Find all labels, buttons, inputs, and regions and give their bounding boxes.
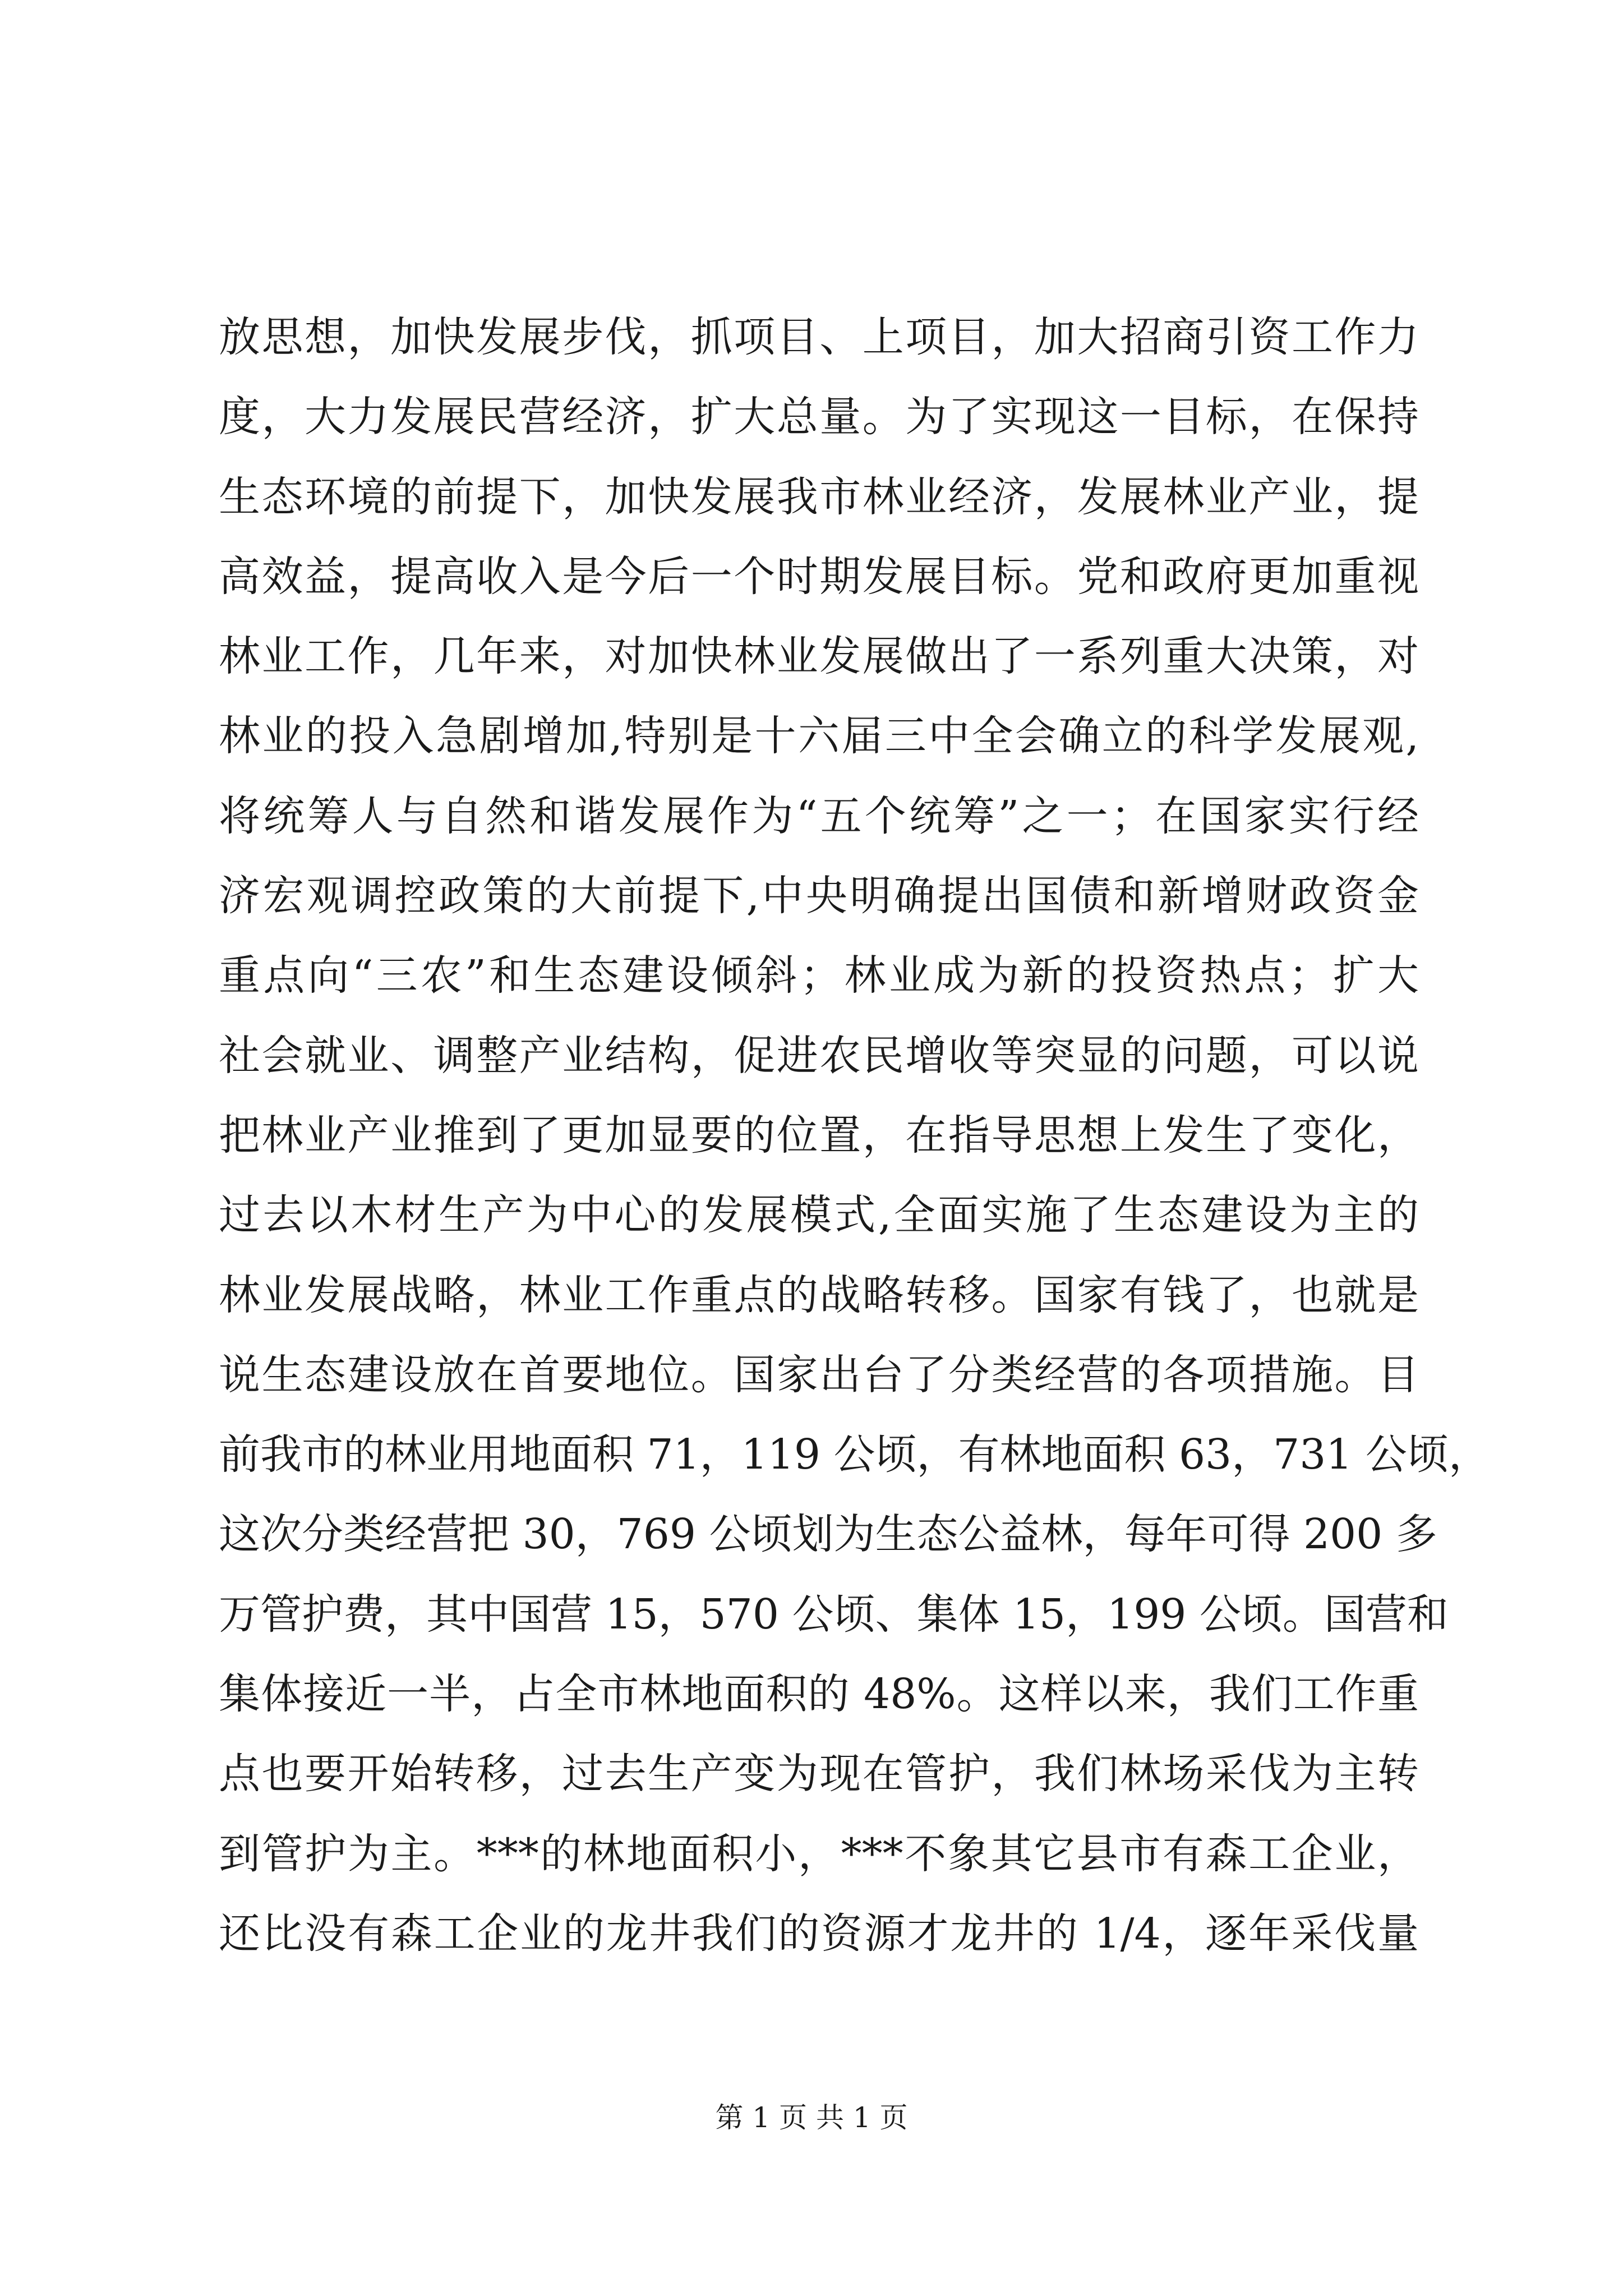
text-line: 林业的投入急剧增加,特别是十六届三中全会确立的科学发展观, [219, 712, 1419, 761]
text-line: 社会就业、调整产业结构，促进农民增收等突显的问题，可以说 [219, 1031, 1419, 1080]
text-line: 放思想，加快发展步伐，抓项目、上项目，加大招商引资工作力 [219, 313, 1419, 361]
text-line: 过去以木材生产为中心的发展模式,全面实施了生态建设为主的 [219, 1191, 1419, 1240]
text-line: 这次分类经营把 30，769 公顷划为生态公益林，每年可得 200 多 [219, 1510, 1437, 1559]
text-line: 万管护费，其中国营 15，570 公顷、集体 15，199 公顷。国营和 [219, 1590, 1449, 1639]
text-line: 生态环境的前提下，加快发展我市林业经济，发展林业产业，提 [219, 472, 1419, 521]
text-line: 林业工作，几年来，对加快林业发展做出了一系列重大决策，对 [219, 632, 1419, 681]
text-line: 济宏观调控政策的大前提下,中央明确提出国债和新增财政资金 [219, 872, 1419, 921]
body-text [219, 297, 1490, 1973]
text-line: 重点向“三农”和生态建设倾斜；林业成为新的投资热点；扩大 [219, 951, 1419, 1000]
text-line: 高效益，提高收入是今后一个时期发展目标。党和政府更加重视 [219, 552, 1419, 601]
text-line: 到管护为主。***的林地面积小，***不象其它县市有森工企业， [219, 1829, 1419, 1878]
text-line: 前我市的林业用地面积 71，119 公顷，有林地面积 63，731 公顷， [219, 1430, 1490, 1479]
text-line: 把林业产业推到了更加显要的位置，在指导思想上发生了变化， [219, 1111, 1419, 1159]
text-line: 说生态建设放在首要地位。国家出台了分类经营的各项措施。目 [219, 1350, 1419, 1399]
text-line: 度，大力发展民营经济，扩大总量。为了实现这一目标，在保持 [219, 393, 1419, 441]
text-line: 还比没有森工企业的龙井我们的资源才龙井的 1/4，逐年采伐量 [219, 1909, 1419, 1958]
text-line: 林业发展战略，林业工作重点的战略转移。国家有钱了，也就是 [219, 1271, 1419, 1319]
text-line: 将统筹人与自然和谐发展作为“五个统筹”之一；在国家实行经 [219, 792, 1419, 840]
page-footer [0, 2101, 1623, 2134]
text-line: 集体接近一半，占全市林地面积的 48%。这样以来，我们工作重 [219, 1670, 1419, 1719]
page-number-label: 第 1 页 共 1 页 [715, 2101, 908, 2134]
text-line: 点也要开始转移，过去生产变为现在管护，我们林场采伐为主转 [219, 1750, 1419, 1798]
